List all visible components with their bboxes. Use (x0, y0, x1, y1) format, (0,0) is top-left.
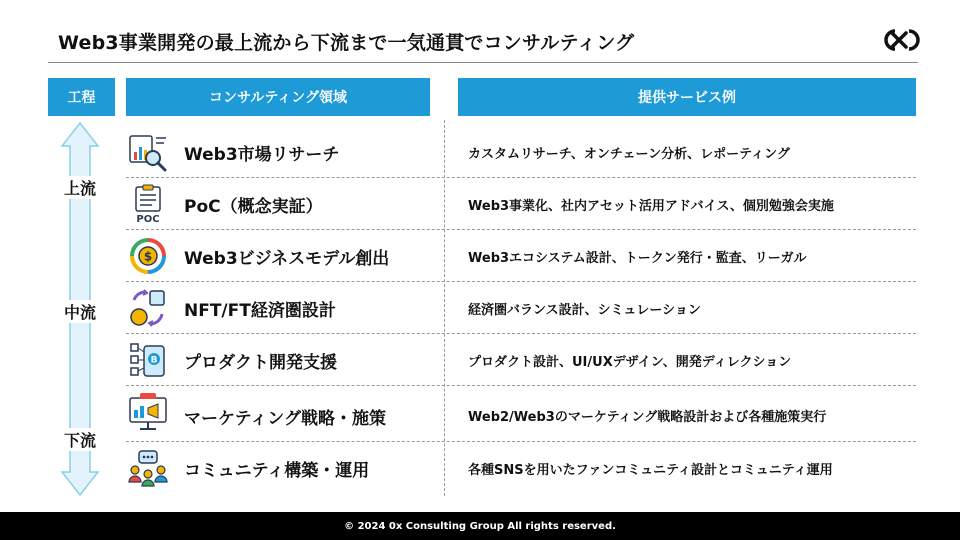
service-label: 経済圏バランス設計、シミュレーション (468, 303, 701, 318)
title-divider (48, 62, 918, 63)
service-label: プロダクト設計、UI/UXデザイン、開発ディレクション (468, 355, 792, 370)
page-title: Web3事業開発の最上流から下流まで一気通貫でコンサルティング (58, 32, 635, 54)
table-row (126, 282, 916, 334)
domain-label: Web3ビジネスモデル創出 (184, 249, 390, 269)
nft-exchange-icon (128, 288, 168, 328)
domain-label: Web3市場リサーチ (184, 145, 340, 165)
service-label: Web3エコシステム設計、トークン発行・監査、リーガル (468, 251, 807, 266)
service-label: カスタムリサーチ、オンチェーン分析、レポーティング (468, 147, 790, 162)
stage-midstream: 中流 (48, 300, 112, 323)
column-header-domain: コンサルティング領域 (126, 78, 430, 116)
stage-downstream: 下流 (48, 428, 112, 451)
svg-text:$: $ (143, 249, 153, 264)
table-row (126, 178, 916, 230)
table-row (126, 334, 916, 386)
footer-copyright: © 2024 0x Consulting Group All rights reserved. (0, 512, 960, 540)
service-label: Web3事業化、社内アセット活用アドバイス、個別勉強会実施 (468, 199, 834, 214)
svg-text:B: B (150, 355, 158, 366)
domain-label: プロダクト開発支援 (184, 353, 337, 373)
poc-clipboard-icon (128, 184, 168, 224)
domain-label: コミュニティ構築・運用 (184, 461, 370, 481)
svg-text:POC: POC (136, 214, 160, 224)
service-label: Web2/Web3のマーケティング戦略設計および各種施策実行 (468, 410, 827, 425)
0x-logo-icon (884, 28, 920, 52)
table-row (126, 126, 916, 178)
domain-label: マーケティング戦略・施策 (184, 409, 386, 429)
community-icon (128, 448, 168, 488)
business-model-icon (128, 236, 168, 276)
table-row (126, 442, 916, 494)
product-dev-icon (128, 340, 168, 380)
table-row (126, 230, 916, 282)
stage-upstream: 上流 (48, 176, 112, 199)
table-row (126, 386, 916, 442)
market-research-icon (128, 132, 168, 172)
marketing-icon (128, 392, 168, 432)
domain-label: PoC（概念実証） (184, 197, 323, 217)
domain-label: NFT/FT経済圏設計 (184, 301, 336, 321)
column-header-service: 提供サービス例 (458, 78, 916, 116)
service-label: 各種SNSを用いたファンコミュニティ設計とコミュニティ運用 (468, 463, 833, 478)
column-header-process: 工程 (48, 78, 115, 116)
